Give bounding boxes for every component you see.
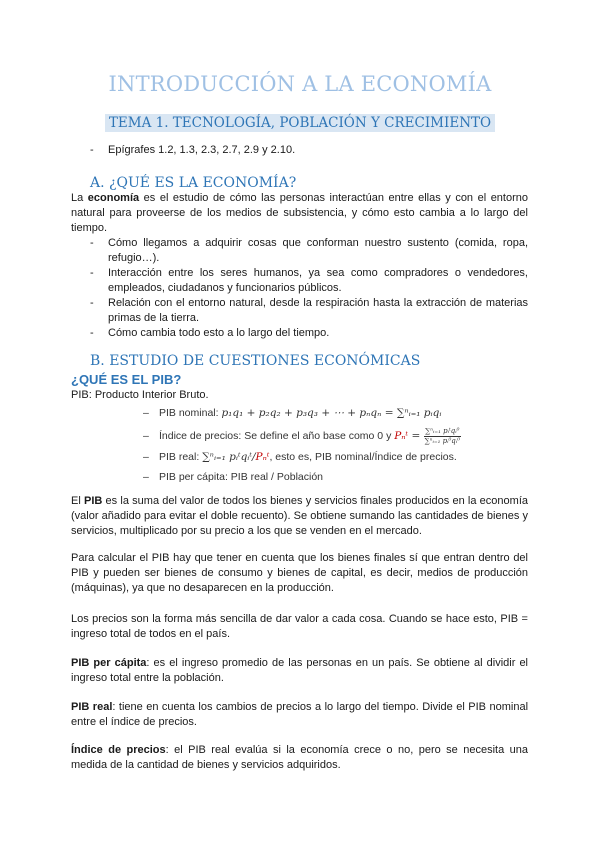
dash-bullet: – xyxy=(143,407,149,419)
dash-bullet: - xyxy=(90,144,94,156)
section-a-heading: A. ¿QUÉ ES LA ECONOMÍA? xyxy=(90,175,297,191)
dash-bullet: - xyxy=(90,237,94,249)
formula-label: PIB real: xyxy=(159,451,203,463)
list-item xyxy=(90,296,528,326)
list-item xyxy=(90,266,528,296)
price-index-paragraph xyxy=(71,743,528,773)
per-capita-paragraph xyxy=(71,656,528,686)
dash-bullet: - xyxy=(90,267,94,279)
price-index-fraction xyxy=(424,427,461,446)
formula-label: PIB nominal: xyxy=(159,407,222,419)
economy-topics-list xyxy=(90,236,528,341)
text-run: es la suma del valor de todos los bienes y servicios finales producidos en la economía (valor añadido para evitar el doble recuento). Se obtiene sumando las cantidades de bienes y servicios, multiplicado por su precio a los que se venden en el mercado. xyxy=(71,495,528,537)
fraction-denominator: ∑ⁿᵢ₌₁ pᵢ⁰qᵢ⁰ xyxy=(424,436,460,445)
pib-subheading: ¿QUÉ ES EL PIB? xyxy=(71,372,182,387)
list-item-text: Interacción entre los seres humanos, ya sea como compradores o vendedores, empleados, ciudadanos y funcionarios públicos. xyxy=(108,267,528,294)
topic-heading xyxy=(0,112,600,132)
list-item xyxy=(90,236,528,266)
price-index-symbol: Pₙᵗ xyxy=(255,451,270,463)
formula-price-index xyxy=(143,424,543,448)
equals-sign: = xyxy=(408,430,424,442)
dash-bullet: - xyxy=(90,297,94,309)
bold-term: PIB real xyxy=(71,701,113,713)
formula-expression: ∑ⁿᵢ₌₁ pᵢᵗqᵢᵗ/ xyxy=(202,451,256,463)
formula-nominal xyxy=(143,404,543,424)
bold-term: PIB per cápita xyxy=(71,657,147,669)
dash-bullet: - xyxy=(90,327,94,339)
text-run: : el PIB real evalúa si la economía crece o no, pero se necesita una medida de la cantidad de bienes y servicios adquiridos. xyxy=(71,744,528,771)
document-title: INTRODUCCIÓN A LA ECONOMÍA xyxy=(108,72,492,96)
price-index-symbol: Pₙᵗ xyxy=(394,430,409,442)
bold-term: Índice de precios xyxy=(71,744,166,756)
final-goods-paragraph: Para calcular el PIB hay que tener en cuenta que los bienes finales sí que entran dentro del PIB y pueden ser bienes de consumo y bienes de capital, es decir, medios de producción (máquinas), ya que no desaparecen en la producción. xyxy=(71,552,528,594)
formula-expression: p₁q₁ + p₂q₂ + p₃q₃ + ⋯ + pₙqₙ = ∑ⁿᵢ₌₁ pᵢqᵢ xyxy=(221,407,442,419)
epigrafes-text: Epígrafes 1.2, 1.3, 2.3, 2.7, 2.9 y 2.10. xyxy=(108,144,296,156)
formula-per-capita xyxy=(143,468,543,488)
dash-bullet: – xyxy=(143,430,149,442)
pib-definition: PIB: Producto Interior Bruto. xyxy=(71,389,209,401)
bold-term: economía xyxy=(87,192,140,204)
list-item-text: Cómo cambia todo esto a lo largo del tiempo. xyxy=(108,327,330,339)
formula-label: Índice de precios: Se define el año base como 0 y xyxy=(159,430,395,442)
text-run: El xyxy=(71,495,84,507)
real-pib-paragraph xyxy=(71,700,528,730)
formula-real xyxy=(143,448,543,468)
formula-explanation: , esto es, PIB nominal/Índice de precios. xyxy=(269,451,457,463)
dash-bullet: – xyxy=(143,451,149,463)
prices-paragraph: Los precios son la forma más sencilla de dar valor a cada cosa. Cuando se hace esto, PIB = ingreso total de todos en el país. xyxy=(71,613,528,640)
text-run: : tiene en cuenta los cambios de precios a lo largo del tiempo. Divide el PIB nominal entre el índice de precios. xyxy=(71,701,529,728)
pib-paragraph xyxy=(71,494,528,539)
topic-heading-text: TEMA 1. TECNOLOGÍA, POBLACIÓN Y CRECIMIENTO xyxy=(105,114,495,132)
text-run: : es el ingreso promedio de las personas en un país. Se obtiene al dividir el ingreso total entre la población. xyxy=(71,657,528,684)
pib-formulas-list xyxy=(143,404,543,488)
economy-definition xyxy=(71,191,528,236)
text-run: La xyxy=(71,192,88,204)
fraction-numerator: ∑ⁿᵢ₌₁ pᵢᵗqᵢ⁰ xyxy=(425,426,460,435)
list-item-text: Relación con el entorno natural, desde la respiración hasta la extracción de materias primas de la tierra. xyxy=(108,297,528,324)
list-item xyxy=(90,326,528,341)
bold-term: PIB xyxy=(84,495,103,507)
list-item-text: Cómo llegamos a adquirir cosas que conforman nuestro sustento (comida, ropa, refugio…). xyxy=(108,237,528,264)
text-run: es el estudio de cómo las personas interactúan entre ellas y con el entorno natural para proveerse de los medios de subsistencia, y cómo esto cambia a lo largo del tiempo. xyxy=(71,192,529,234)
dash-bullet: – xyxy=(143,471,149,483)
section-b-heading: B. ESTUDIO DE CUESTIONES ECONÓMICAS xyxy=(90,353,421,369)
formula-label: PIB per cápita: PIB real / Población xyxy=(159,471,324,483)
